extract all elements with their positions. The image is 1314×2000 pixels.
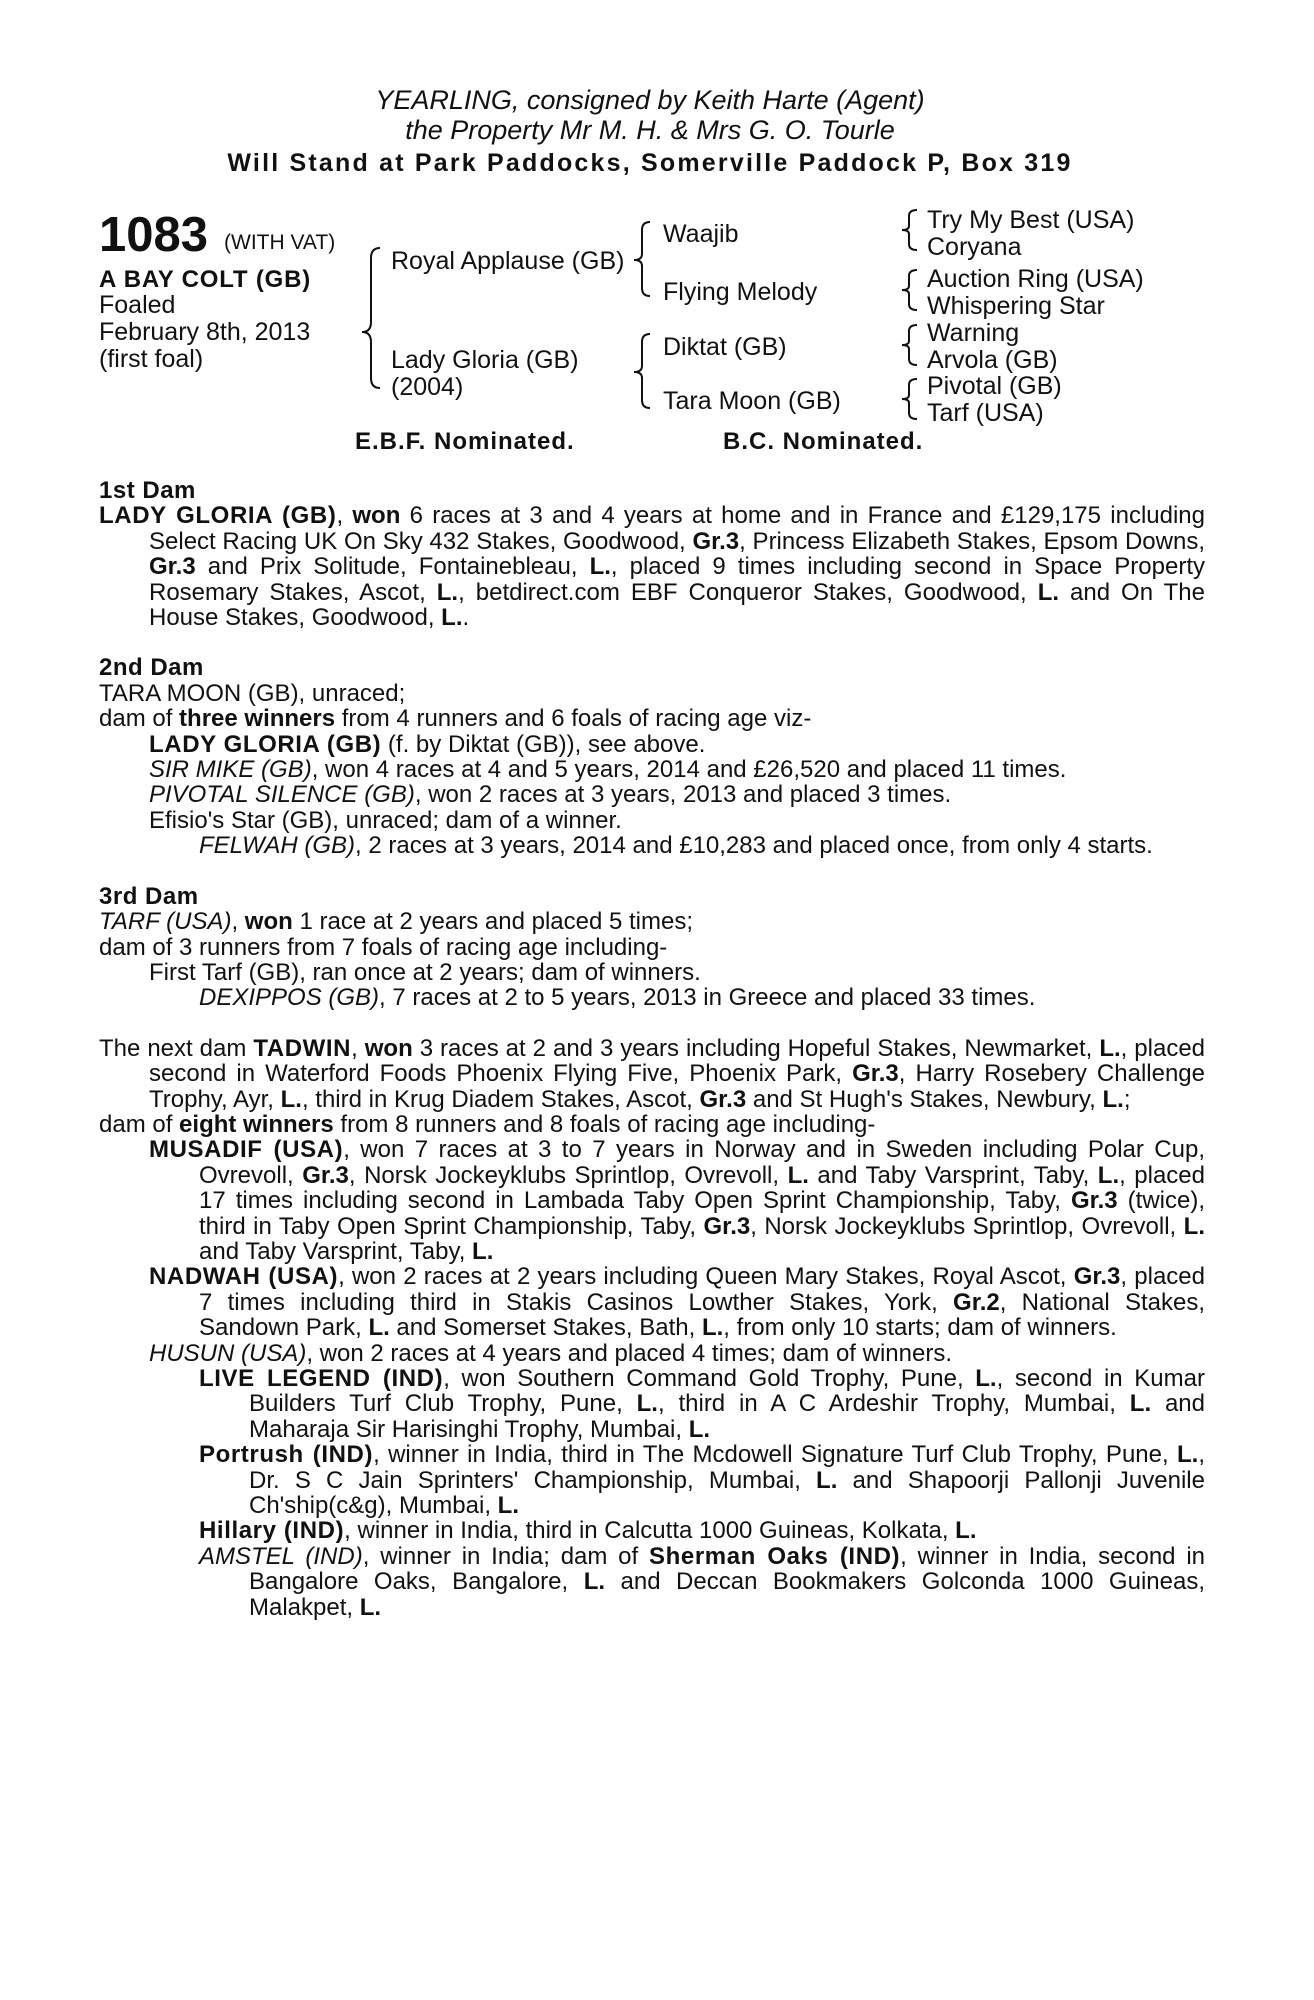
dam-name: Lady Gloria (GB) bbox=[391, 346, 579, 374]
ancestor-6: Arvola (GB) bbox=[927, 346, 1058, 374]
first-dam-heading: 1st Dam bbox=[99, 477, 196, 504]
produce-entry: DEXIPPOS (GB), 7 races at 2 to 5 years, 2013 in Greece and placed 33 times. bbox=[199, 984, 1036, 1012]
produce-entry: PIVOTAL SILENCE (GB), won 2 races at 3 years, 2013 and placed 3 times. bbox=[149, 781, 952, 809]
produce-entry: Efisio's Star (GB), unraced; dam of a winner. bbox=[149, 806, 622, 834]
produce-entry: Hillary (IND), winner in India, third in Calcutta 1000 Guineas, Kolkata, L. bbox=[199, 1517, 977, 1545]
sire-dam-name: Flying Melody bbox=[663, 278, 818, 306]
third-dam-produce-summary: dam of 3 runners from 7 foals of racing age including- bbox=[99, 933, 668, 961]
first-dam-paragraph: LADY GLORIA (GB), won 6 races at 3 and 4 years at home and in France and £129,175 including Select Racing UK On Sky 432 Stakes, Goodwood, Gr.3, Princess Elizabeth Stakes, Epsom Downs, Gr.3 and Prix Solitude, Fontainebleau, L., placed 9 times including second in Space Property Rosemary Stakes, Ascot, L., betdirect.com EBF Conqueror Stakes, Goodwood, L. and On The House Stakes, Goodwood, L.. bbox=[99, 502, 1205, 632]
catalogue-body bbox=[99, 478, 1205, 1620]
ancestor-8: Tarf (USA) bbox=[927, 399, 1044, 427]
second-dam-heading: 2nd Dam bbox=[99, 654, 204, 682]
brace-sire bbox=[634, 222, 650, 296]
ancestor-2: Coryana bbox=[927, 233, 1022, 261]
produce-entry: LADY GLORIA (GB) (f. by Diktat (GB)), see above. bbox=[149, 730, 706, 758]
produce-entry: First Tarf (GB), ran once at 2 years; dam of winners. bbox=[149, 958, 701, 986]
produce-entry: LIVE LEGEND (IND), won Southern Command Gold Trophy, Pune, L., second in Kumar Builders Turf Club Trophy, Pune, L., third in A C Ardeshir Trophy, Mumbai, L. and Maharaja Sir Harisinghi Trophy, Mumbai, L. bbox=[199, 1365, 1205, 1443]
property-line: the Property Mr M. H. & Mrs G. O. Tourle bbox=[405, 115, 895, 145]
produce-entry: HUSUN (USA), won 2 races at 4 years and placed 4 times; dam of winners. bbox=[149, 1339, 952, 1367]
sire-sire-name: Waajib bbox=[663, 220, 739, 248]
vat-note: (WITH VAT) bbox=[224, 231, 336, 254]
next-dam-produce-summary: dam of eight winners from 8 runners and 8 foals of racing age including- bbox=[99, 1110, 876, 1138]
ancestor-1: Try My Best (USA) bbox=[927, 206, 1135, 234]
lot-number: 1083 bbox=[99, 208, 209, 262]
produce-entry: NADWAH (USA), won 2 races at 2 years including Queen Mary Stakes, Royal Ascot, Gr.3, placed 7 times including third in Stakis Casinos Lowther Stakes, York, Gr.2, National Stakes, Sandown Park, L. and Somerset Stakes, Bath, L., from only 10 starts; dam of winners. bbox=[149, 1263, 1206, 1342]
sire-name: Royal Applause (GB) bbox=[391, 247, 625, 275]
third-dam-intro: TARF (USA), won 1 race at 2 years and placed 5 times; bbox=[99, 908, 694, 936]
third-dam-heading: 3rd Dam bbox=[99, 882, 199, 910]
ancestor-7: Pivotal (GB) bbox=[927, 372, 1062, 400]
produce-entry: AMSTEL (IND), winner in India; dam of Sherman Oaks (IND), winner in India, second in Bangalore Oaks, Bangalore, L. and Deccan Bookmakers Golconda 1000 Guineas, Malakpet, L. bbox=[199, 1542, 1206, 1621]
brace-dam bbox=[634, 334, 650, 408]
lot-title: A BAY COLT (GB) bbox=[99, 266, 312, 293]
brace-g1 bbox=[902, 210, 917, 250]
dam-dam-name: Tara Moon (GB) bbox=[663, 387, 841, 415]
second-dam-intro: TARA MOON (GB), unraced; bbox=[99, 679, 406, 707]
foaled-date: February 8th, 2013 bbox=[99, 318, 311, 346]
dam-year: (2004) bbox=[391, 373, 464, 401]
brace-g4 bbox=[902, 379, 917, 419]
bc-nominated: B.C. Nominated. bbox=[723, 428, 924, 455]
produce-entry: Portrush (IND), winner in India, third in The Mcdowell Signature Turf Club Trophy, Pune, L., Dr. S C Jain Sprinters' Championship, Mumbai, L. and Shapoorji Pallonji Juvenile Ch'ship(c&g), Mumbai, L. bbox=[199, 1441, 1205, 1520]
ancestor-4: Whispering Star bbox=[927, 292, 1105, 320]
first-foal-note: (first foal) bbox=[99, 345, 204, 373]
second-dam-produce-summary: dam of three winners from 4 runners and 6 foals of racing age viz- bbox=[99, 705, 812, 733]
produce-entry: SIR MIKE (GB), won 4 races at 4 and 5 years, 2014 and £26,520 and placed 11 times. bbox=[149, 756, 1067, 784]
stand-location: Will Stand at Park Paddocks, Somerville Paddock P, Box 319 bbox=[227, 149, 1073, 177]
brace-main bbox=[362, 248, 380, 388]
produce-entry: MUSADIF (USA), won 7 races at 3 to 7 years in Norway and in Sweden including Polar Cup, Ovrevoll, Gr.3, Norsk Jockeyklubs Sprintlop, Ovrevoll, L. and Taby Varsprint, Taby, L., placed 17 times including second in Lambada Taby Open Sprint Championship, Taby, Gr.3 (twice), third in Taby Open Sprint Championship, Taby, Gr.3, Norsk Jockeyklubs Sprintlop, Ovrevoll, L. and Taby Varsprint, Taby, L. bbox=[149, 1136, 1206, 1265]
foaled-label: Foaled bbox=[99, 291, 176, 319]
produce-entry: FELWAH (GB), 2 races at 3 years, 2014 and £10,283 and placed once, from only 4 starts. bbox=[199, 832, 1153, 860]
ancestor-3: Auction Ring (USA) bbox=[927, 265, 1144, 293]
next-dam-paragraph: The next dam TADWIN, won 3 races at 2 and 3 years including Hopeful Stakes, Newmarket, L., placed second in Waterford Foods Phoenix Flying Five, Phoenix Park, Gr.3, Harry Rosebery Challenge Trophy, Ayr, L., third in Krug Diadem Stakes, Ascot, Gr.3 and St Hugh's Stakes, Newbury, L.; bbox=[99, 1034, 1206, 1113]
brace-g2 bbox=[902, 270, 917, 310]
consignor-line: YEARLING, consigned by Keith Harte (Agent) bbox=[375, 85, 925, 115]
ebf-nominated: E.B.F. Nominated. bbox=[355, 428, 575, 455]
dam-sire-name: Diktat (GB) bbox=[663, 333, 787, 361]
brace-g3 bbox=[902, 325, 917, 365]
ancestor-5: Warning bbox=[927, 319, 1020, 347]
